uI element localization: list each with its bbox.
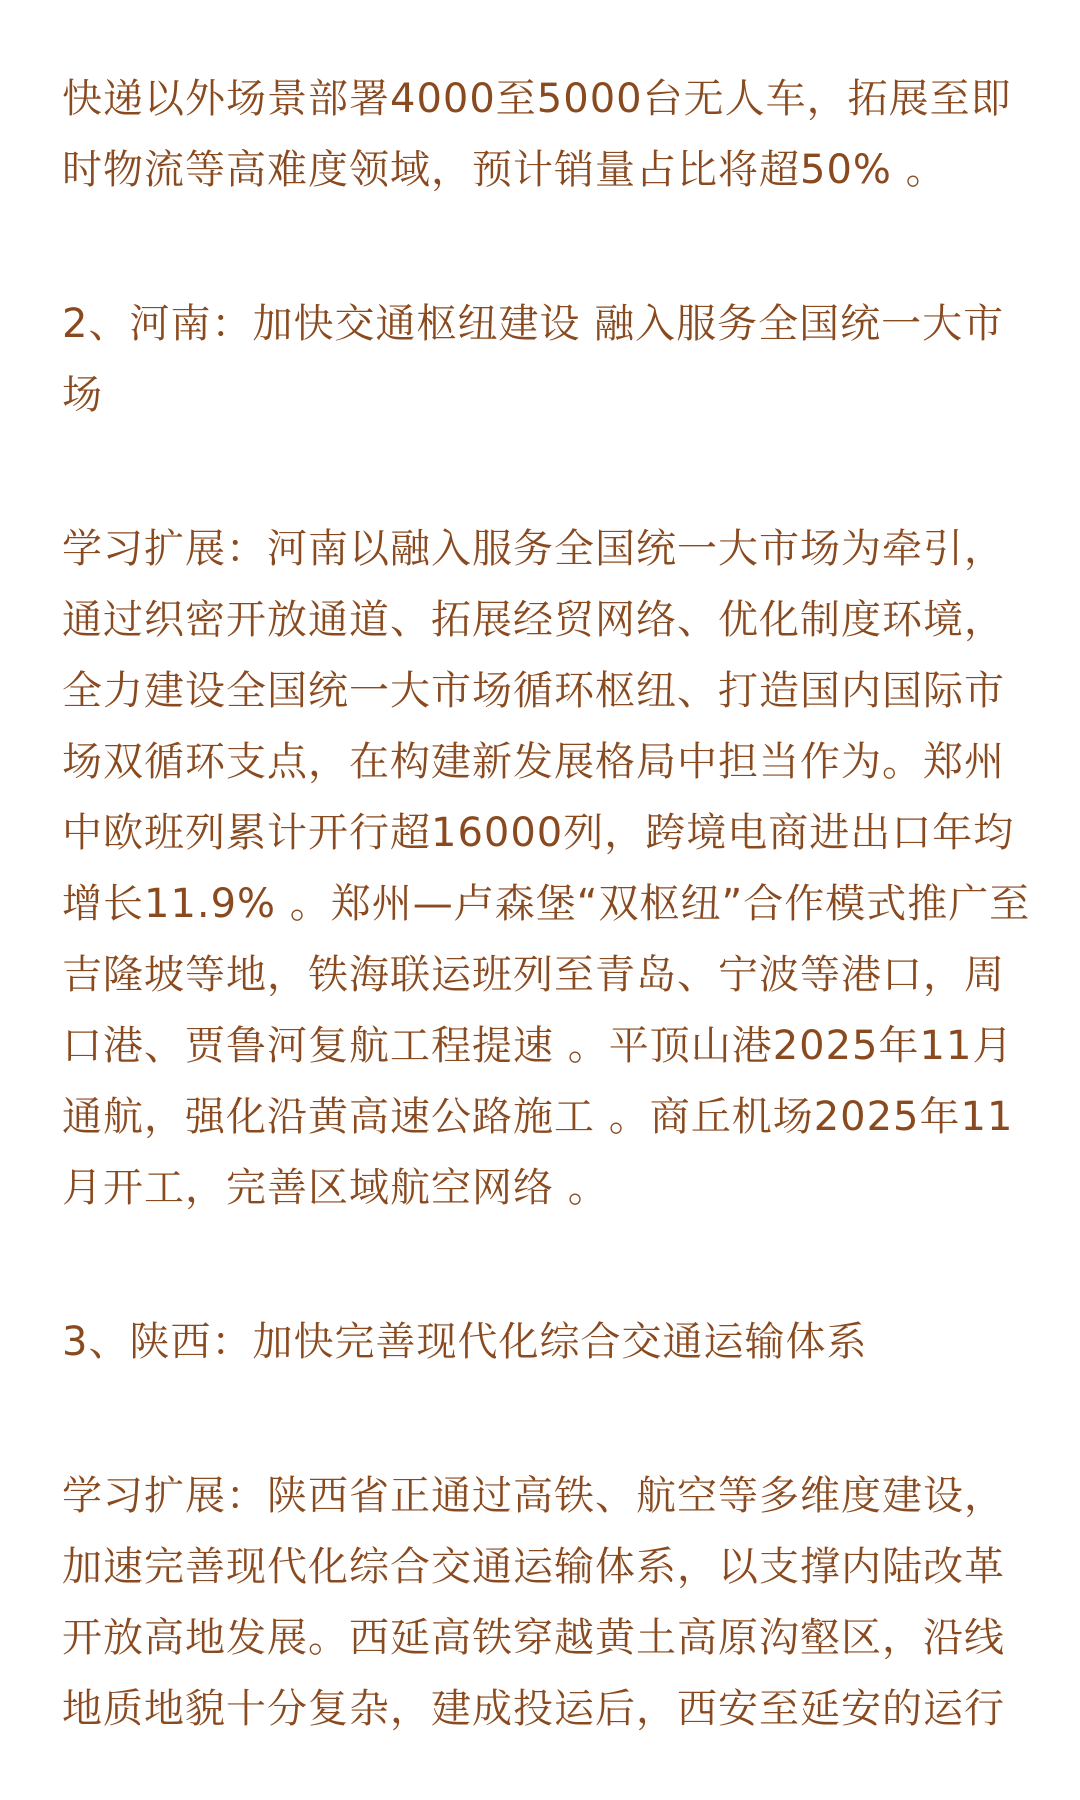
paragraph-gap [62,1224,1040,1307]
paragraph-gap [62,206,1040,289]
section-heading-henan: 2、河南：加快交通枢纽建设 融入服务全国统一大市场 [62,301,1005,418]
paragraph-henan: 学习扩展：河南以融入服务全国统一大市场为牵引，通过织密开放通道、拓展经贸网络、优化制度环境，全力建设全国统一大市场循环枢纽、打造国内国际市场双循环支点，在构建新发展格局中担当作为。郑州中欧班列累计开行超16000列，跨境电商进出口年均增长11.9% 。郑州—卢森堡“双枢纽”合作模式推广至吉隆坡等地，铁海联运班列至青岛、宁波等港口，周口港、贾鲁河复航工程提速 。平顶山港2025年11月通航，强化沿黄高速公路施工 。商丘机场2025年11月开工，完善区域航空网络 。 [62,526,1031,1211]
section-heading-shaanxi: 3、陕西：加快完善现代化综合交通运输体系 [62,1319,868,1365]
paragraph-gap [62,431,1040,514]
paragraph-intro: 快递以外场景部署4000至5000台无人车，拓展至即时物流等高难度领域，预计销量占比将超50% 。 [62,76,1012,193]
paragraph-gap [62,1378,1040,1461]
paragraph-shaanxi: 学习扩展：陕西省正通过高铁、航空等多维度建设，加速完善现代化综合交通运输体系，以支撑内陆改革开放高地发展。西延高铁穿越黄土高原沟壑区，沿线地质地貌十分复杂，建成投运后，西安至延安的运行 [62,1473,1005,1732]
